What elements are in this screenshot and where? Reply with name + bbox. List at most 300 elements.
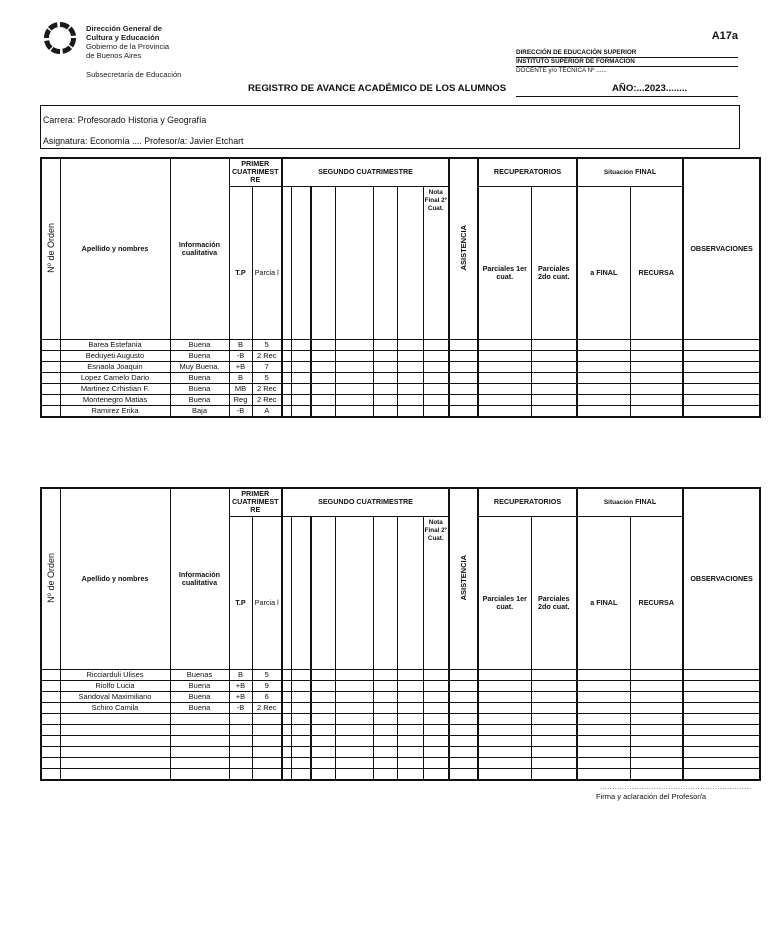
cuat2-b-cell <box>291 680 311 691</box>
cuat2-f-cell <box>397 350 423 361</box>
column-cuat2-a <box>282 516 291 669</box>
cuat2-f-cell <box>397 768 423 780</box>
row-number-cell <box>41 405 60 417</box>
a-final-cell <box>577 372 630 383</box>
nota-final-cell <box>423 702 449 713</box>
tp-cell: MB <box>229 383 252 394</box>
nota-final-cell <box>423 339 449 350</box>
column-cuat2-a <box>282 186 291 339</box>
cuat2-b-cell <box>291 735 311 746</box>
cuat2-e-cell <box>373 394 397 405</box>
cuat2-e-cell <box>373 372 397 383</box>
cuat2-b-cell <box>291 350 311 361</box>
observaciones-cell <box>683 383 760 394</box>
recup-1-cell <box>478 361 531 372</box>
cuat2-f-cell <box>397 757 423 768</box>
observaciones-cell <box>683 691 760 702</box>
recursa-cell <box>630 394 683 405</box>
student-name-cell <box>60 768 170 780</box>
row-number-cell <box>41 768 60 780</box>
cuat2-c-cell <box>311 394 335 405</box>
recup-2-cell <box>531 680 577 691</box>
table-row <box>41 669 760 680</box>
recursa-cell <box>630 757 683 768</box>
observaciones-cell <box>683 735 760 746</box>
grades-table-2 <box>40 487 761 781</box>
parcial-cell <box>252 757 282 768</box>
student-name-cell <box>60 757 170 768</box>
a-final-cell <box>577 724 630 735</box>
cuat2-f-cell <box>397 339 423 350</box>
column-segundo-cuatrimestre: SEGUNDO CUATRIMESTRE <box>282 158 449 186</box>
cuat2-c-cell <box>311 361 335 372</box>
column-parcial: Parcia l <box>252 186 282 339</box>
column-cuat2-e <box>373 186 397 339</box>
nota-final-cell <box>423 394 449 405</box>
recup-2-cell <box>531 669 577 680</box>
tp-cell: B <box>229 372 252 383</box>
signature-line: .............................................................. <box>600 784 752 791</box>
column-cuat2-f <box>397 516 423 669</box>
column-recuperatorios: RECUPERATORIOS <box>478 488 577 516</box>
column-asistencia: ASISTENCIA <box>449 158 478 339</box>
cuat2-d-cell <box>335 361 373 372</box>
observaciones-cell <box>683 372 760 383</box>
student-name-cell <box>60 713 170 724</box>
parcial-cell: 2 Rec <box>252 383 282 394</box>
observaciones-cell <box>683 669 760 680</box>
asistencia-cell <box>449 350 478 361</box>
column-parciales-1: Parciales 1er cuat. <box>478 186 531 339</box>
observaciones-cell <box>683 680 760 691</box>
recursa-cell <box>630 746 683 757</box>
column-primer-cuatrimestre: PRIMER CUATRIMEST RE <box>229 158 282 186</box>
table-row <box>41 361 760 372</box>
org-line: Gobierno de la Provincia <box>86 42 170 51</box>
student-name-cell: Montenegro Matias <box>60 394 170 405</box>
column-orden: Nº de Orden <box>41 158 60 339</box>
row-number-cell <box>41 339 60 350</box>
nota-final-cell <box>423 724 449 735</box>
cuat2-d-cell <box>335 339 373 350</box>
recup-1-cell <box>478 702 531 713</box>
cuat2-a-cell <box>282 702 291 713</box>
cuat2-d-cell <box>335 691 373 702</box>
column-recuperatorios: RECUPERATORIOS <box>478 158 577 186</box>
cuat2-f-cell <box>397 713 423 724</box>
year-label: AÑO:...2023........ <box>612 83 688 94</box>
nota-final-cell <box>423 735 449 746</box>
recursa-cell <box>630 702 683 713</box>
asignatura-label: Asignatura: Economía .... Profesor/a: Javier Etchart <box>43 136 244 146</box>
student-name-cell <box>60 746 170 757</box>
table-row <box>41 372 760 383</box>
recup-1-cell <box>478 713 531 724</box>
info-cualitativa-cell: Buena <box>170 350 229 361</box>
parcial-cell <box>252 746 282 757</box>
nota-final-cell <box>423 372 449 383</box>
cuat2-d-cell <box>335 746 373 757</box>
asistencia-cell <box>449 735 478 746</box>
table-row <box>41 383 760 394</box>
cuat2-d-cell <box>335 702 373 713</box>
column-cuat2-b <box>291 186 311 339</box>
row-number-cell <box>41 757 60 768</box>
observaciones-cell <box>683 339 760 350</box>
recup-2-cell <box>531 768 577 780</box>
nota-final-cell <box>423 768 449 780</box>
column-info-cualitativa: Información cualitativa <box>170 158 229 339</box>
column-info-cualitativa: Información cualitativa <box>170 488 229 669</box>
tp-cell: B <box>229 669 252 680</box>
cuat2-d-cell <box>335 724 373 735</box>
tp-cell: +B <box>229 680 252 691</box>
cuat2-c-cell <box>311 669 335 680</box>
column-nota-final: Nota Final 2º Cuat. <box>423 186 449 339</box>
observaciones-cell <box>683 746 760 757</box>
nota-final-cell <box>423 746 449 757</box>
asistencia-cell <box>449 383 478 394</box>
table-row <box>41 405 760 417</box>
cuat2-d-cell <box>335 735 373 746</box>
recup-1-cell <box>478 350 531 361</box>
cuat2-c-cell <box>311 405 335 417</box>
recup-2-cell <box>531 394 577 405</box>
cuat2-a-cell <box>282 757 291 768</box>
cuat2-a-cell <box>282 361 291 372</box>
column-recursa: RECURSA <box>630 186 683 339</box>
parcial-cell: 2 Rec <box>252 350 282 361</box>
row-number-cell <box>41 735 60 746</box>
cuat2-b-cell <box>291 713 311 724</box>
cuat2-b-cell <box>291 339 311 350</box>
row-number-cell <box>41 669 60 680</box>
column-observaciones: OBSERVACIONES <box>683 488 760 669</box>
parcial-cell: 5 <box>252 339 282 350</box>
table-row <box>41 339 760 350</box>
cuat2-a-cell <box>282 405 291 417</box>
column-cuat2-f <box>397 186 423 339</box>
recup-1-cell <box>478 339 531 350</box>
a-final-cell <box>577 735 630 746</box>
cuat2-f-cell <box>397 394 423 405</box>
cuat2-a-cell <box>282 735 291 746</box>
parcial-cell <box>252 768 282 780</box>
cuat2-c-cell <box>311 691 335 702</box>
cuat2-c-cell <box>311 757 335 768</box>
subsecretaria-label: Subsecretaría de Educación <box>86 70 182 79</box>
recup-2-cell <box>531 361 577 372</box>
cuat2-b-cell <box>291 768 311 780</box>
info-cualitativa-cell: Baja <box>170 405 229 417</box>
nota-final-cell <box>423 691 449 702</box>
carrera-label: Carrera: Profesorado Historia y Geografía <box>43 115 207 125</box>
asistencia-cell <box>449 361 478 372</box>
info-cualitativa-cell: Buena <box>170 680 229 691</box>
observaciones-cell <box>683 405 760 417</box>
institution-line: DIRECCIÓN DE EDUCACIÓN SUPERIOR <box>516 49 738 58</box>
info-cualitativa-cell <box>170 746 229 757</box>
cuat2-a-cell <box>282 680 291 691</box>
cuat2-a-cell <box>282 372 291 383</box>
course-info-box <box>40 105 740 149</box>
a-final-cell <box>577 691 630 702</box>
cuat2-d-cell <box>335 768 373 780</box>
observaciones-cell <box>683 757 760 768</box>
column-nota-final: Nota Final 2º Cuat. <box>423 516 449 669</box>
organization-name <box>86 24 169 60</box>
column-cuat2-c <box>311 516 335 669</box>
row-number-cell <box>41 372 60 383</box>
nota-final-cell <box>423 383 449 394</box>
cuat2-e-cell <box>373 757 397 768</box>
parcial-cell: 2 Rec <box>252 702 282 713</box>
nota-final-cell <box>423 757 449 768</box>
a-final-cell <box>577 361 630 372</box>
cuat2-e-cell <box>373 768 397 780</box>
info-cualitativa-cell: Buena <box>170 372 229 383</box>
recursa-cell <box>630 361 683 372</box>
cuat2-f-cell <box>397 383 423 394</box>
info-cualitativa-cell: Buena <box>170 702 229 713</box>
observaciones-cell <box>683 768 760 780</box>
recup-2-cell <box>531 691 577 702</box>
cuat2-c-cell <box>311 768 335 780</box>
asistencia-cell <box>449 394 478 405</box>
cuat2-d-cell <box>335 713 373 724</box>
cuat2-f-cell <box>397 735 423 746</box>
recursa-cell <box>630 713 683 724</box>
parcial-cell <box>252 724 282 735</box>
cuat2-e-cell <box>373 680 397 691</box>
tp-cell: +B <box>229 691 252 702</box>
asistencia-cell <box>449 724 478 735</box>
row-number-cell <box>41 350 60 361</box>
cuat2-d-cell <box>335 350 373 361</box>
a-final-cell <box>577 383 630 394</box>
cuat2-a-cell <box>282 350 291 361</box>
tp-cell <box>229 735 252 746</box>
tp-cell <box>229 724 252 735</box>
cuat2-b-cell <box>291 394 311 405</box>
recup-2-cell <box>531 339 577 350</box>
institution-line: INSTITUTO SUPERIOR DE FORMACIÓN <box>516 58 738 67</box>
provincia-logo-icon <box>42 20 78 56</box>
cuat2-f-cell <box>397 746 423 757</box>
observaciones-cell <box>683 394 760 405</box>
student-name-cell: Ricciarduli Ulises <box>60 669 170 680</box>
cuat2-b-cell <box>291 383 311 394</box>
row-number-cell <box>41 680 60 691</box>
row-number-cell <box>41 713 60 724</box>
cuat2-f-cell <box>397 702 423 713</box>
column-tp: T.P <box>229 516 252 669</box>
observaciones-cell <box>683 350 760 361</box>
recup-1-cell <box>478 405 531 417</box>
institution-block <box>516 49 738 75</box>
student-name-cell: Esnaola Joaquin <box>60 361 170 372</box>
cuat2-c-cell <box>311 735 335 746</box>
info-cualitativa-cell <box>170 735 229 746</box>
column-cuat2-b <box>291 516 311 669</box>
asistencia-cell <box>449 702 478 713</box>
cuat2-e-cell <box>373 339 397 350</box>
parcial-cell: 7 <box>252 361 282 372</box>
recup-2-cell <box>531 735 577 746</box>
observaciones-cell <box>683 724 760 735</box>
recursa-cell <box>630 405 683 417</box>
column-situacion-final: Situación FINAL <box>577 488 683 516</box>
info-cualitativa-cell <box>170 724 229 735</box>
cuat2-e-cell <box>373 669 397 680</box>
a-final-cell <box>577 768 630 780</box>
column-cuat2-c <box>311 186 335 339</box>
row-number-cell <box>41 746 60 757</box>
parcial-cell <box>252 735 282 746</box>
table-row <box>41 746 760 757</box>
row-number-cell <box>41 724 60 735</box>
recup-1-cell <box>478 724 531 735</box>
a-final-cell <box>577 350 630 361</box>
cuat2-d-cell <box>335 383 373 394</box>
a-final-cell <box>577 339 630 350</box>
column-parcial: Parcia l <box>252 516 282 669</box>
cuat2-c-cell <box>311 680 335 691</box>
parcial-cell: 6 <box>252 691 282 702</box>
cuat2-e-cell <box>373 746 397 757</box>
nota-final-cell <box>423 669 449 680</box>
org-line: Dirección General de <box>86 24 162 33</box>
recup-1-cell <box>478 383 531 394</box>
recup-1-cell <box>478 691 531 702</box>
row-number-cell <box>41 383 60 394</box>
cuat2-b-cell <box>291 691 311 702</box>
org-line: Cultura y Educación <box>86 33 160 42</box>
recup-1-cell <box>478 680 531 691</box>
parcial-cell: 2 Rec <box>252 394 282 405</box>
column-cuat2-d <box>335 186 373 339</box>
cuat2-c-cell <box>311 702 335 713</box>
table-row <box>41 394 760 405</box>
tp-cell: -B <box>229 702 252 713</box>
a-final-cell <box>577 405 630 417</box>
table-row <box>41 680 760 691</box>
column-orden: Nº de Orden <box>41 488 60 669</box>
cuat2-d-cell <box>335 394 373 405</box>
a-final-cell <box>577 746 630 757</box>
column-parciales-1: Parciales 1er cuat. <box>478 516 531 669</box>
tp-cell <box>229 713 252 724</box>
org-line: de Buenos Aires <box>86 51 142 60</box>
table-row <box>41 768 760 780</box>
info-cualitativa-cell: Muy Buena. <box>170 361 229 372</box>
cuat2-e-cell <box>373 350 397 361</box>
cuat2-d-cell <box>335 669 373 680</box>
cuat2-d-cell <box>335 372 373 383</box>
cuat2-a-cell <box>282 339 291 350</box>
student-name-cell: Beduyeti Augusto <box>60 350 170 361</box>
info-cualitativa-cell: Buena <box>170 339 229 350</box>
column-nombre: Apellido y nombres <box>60 488 170 669</box>
column-primer-cuatrimestre: PRIMER CUATRIMEST RE <box>229 488 282 516</box>
cuat2-d-cell <box>335 680 373 691</box>
recursa-cell <box>630 735 683 746</box>
recup-2-cell <box>531 383 577 394</box>
info-cualitativa-cell: Buenas <box>170 669 229 680</box>
cuat2-b-cell <box>291 757 311 768</box>
tp-cell <box>229 757 252 768</box>
recursa-cell <box>630 768 683 780</box>
asistencia-cell <box>449 746 478 757</box>
table-row <box>41 724 760 735</box>
student-name-cell: Lopez Camelo Dario <box>60 372 170 383</box>
asistencia-cell <box>449 339 478 350</box>
cuat2-e-cell <box>373 361 397 372</box>
tp-cell: +B <box>229 361 252 372</box>
column-a-final: a FINAL <box>577 516 630 669</box>
cuat2-a-cell <box>282 691 291 702</box>
cuat2-a-cell <box>282 768 291 780</box>
asistencia-cell <box>449 372 478 383</box>
recursa-cell <box>630 724 683 735</box>
info-cualitativa-cell <box>170 757 229 768</box>
cuat2-e-cell <box>373 383 397 394</box>
cuat2-f-cell <box>397 361 423 372</box>
recup-1-cell <box>478 757 531 768</box>
tp-cell: -B <box>229 405 252 417</box>
recup-2-cell <box>531 372 577 383</box>
row-number-cell <box>41 702 60 713</box>
cuat2-c-cell <box>311 746 335 757</box>
info-cualitativa-cell: Buena <box>170 383 229 394</box>
observaciones-cell <box>683 702 760 713</box>
column-recursa: RECURSA <box>630 516 683 669</box>
column-cuat2-e <box>373 516 397 669</box>
table-row <box>41 691 760 702</box>
table-row <box>41 713 760 724</box>
cuat2-f-cell <box>397 405 423 417</box>
parcial-cell: 5 <box>252 372 282 383</box>
recup-2-cell <box>531 724 577 735</box>
recursa-cell <box>630 669 683 680</box>
page-title: REGISTRO DE AVANCE ACADÉMICO DE LOS ALUMNOS <box>248 83 507 94</box>
a-final-cell <box>577 394 630 405</box>
a-final-cell <box>577 713 630 724</box>
row-number-cell <box>41 361 60 372</box>
asistencia-cell <box>449 713 478 724</box>
observaciones-cell <box>683 713 760 724</box>
table-row <box>41 735 760 746</box>
info-cualitativa-cell: Buena <box>170 394 229 405</box>
parcial-cell: A <box>252 405 282 417</box>
student-name-cell <box>60 735 170 746</box>
cuat2-e-cell <box>373 713 397 724</box>
row-number-cell <box>41 394 60 405</box>
row-number-cell <box>41 691 60 702</box>
cuat2-b-cell <box>291 405 311 417</box>
cuat2-a-cell <box>282 394 291 405</box>
cuat2-d-cell <box>335 405 373 417</box>
cuat2-a-cell <box>282 713 291 724</box>
asistencia-cell <box>449 691 478 702</box>
cuat2-b-cell <box>291 372 311 383</box>
column-asistencia: ASISTENCIA <box>449 488 478 669</box>
recup-1-cell <box>478 768 531 780</box>
asistencia-cell <box>449 768 478 780</box>
tp-cell: -B <box>229 350 252 361</box>
column-nombre: Apellido y nombres <box>60 158 170 339</box>
grades-table-1 <box>40 157 761 418</box>
